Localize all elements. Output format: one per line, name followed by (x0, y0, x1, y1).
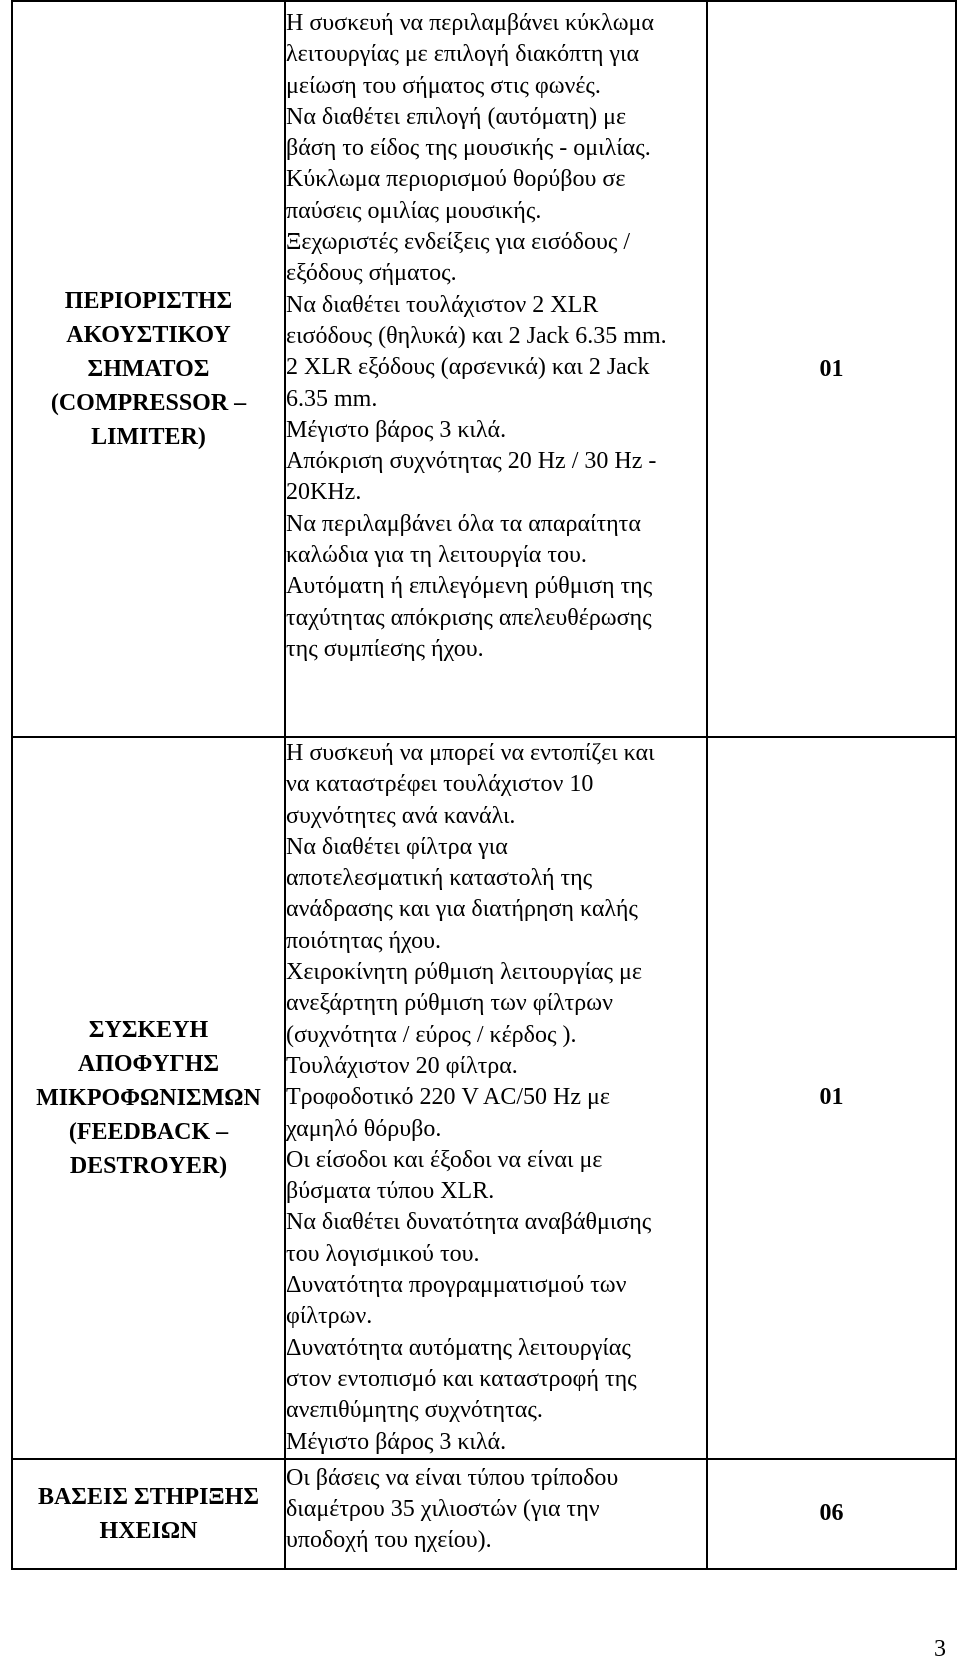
item-quantity-cell: 01 (707, 1, 956, 737)
table-row (12, 1, 956, 737)
table-row (12, 737, 956, 1459)
item-description-cell: Η συσκευή να μπορεί να εντοπίζει και να καταστρέφει τουλάχιστον 10 συχνότητες ανά κανάλι. Να διαθέτει φίλτρα για αποτελεσματική καταστολή της ανάδρασης και για διατήρηση καλής ποιότητας ήχου. Χειροκίνητη ρύθμιση λειτουργίας με ανεξάρτητη ρύθμιση των φίλτρων (συχνότητα / εύρος / κέρδος ). Τουλάχιστον 20 φίλτρα. Τροφοδοτικό 220 V AC/50 Hz με χαμηλό θόρυβο. Οι είσοδοι και έξοδοι να είναι με βύσματα τύπου XLR. Να διαθέτει δυνατότητα αναβάθμισης του λογισμικού του. Δυνατότητα προγραμματισμού των φίλτρων. Δυνατότητα αυτόματης λειτουργίας στον εντοπισμό και καταστροφή της ανεπιθύμητης συχνότητας. Μέγιστο βάρος 3 κιλά. (285, 737, 707, 1459)
page-number: 3 (934, 1636, 946, 1662)
specification-table (11, 0, 957, 1570)
item-quantity-cell: 06 (707, 1459, 956, 1569)
item-name-cell: ΣΥΣΚΕΥΗ ΑΠΟΦΥΓΗΣ ΜΙΚΡΟΦΩΝΙΣΜΩΝ (FEEDBACK – DESTROYER) (12, 737, 285, 1459)
table-row (12, 1459, 956, 1569)
item-description-cell: Οι βάσεις να είναι τύπου τρίποδου διαμέτρου 35 χιλιοστών (για την υποδοχή του ηχείου). (285, 1459, 707, 1569)
item-quantity-cell: 01 (707, 737, 956, 1459)
item-name-cell: ΠΕΡΙΟΡΙΣΤΗΣ ΑΚΟΥΣΤΙΚΟΥ ΣΗΜΑΤΟΣ (COMPRESSOR – LIMITER) (12, 1, 285, 737)
item-description-cell: Η συσκευή να περιλαμβάνει κύκλωμα λειτουργίας με επιλογή διακόπτη για μείωση του σήματος στις φωνές. Να διαθέτει επιλογή (αυτόματη) με βάση το είδος της μουσικής - ομιλίας. Κύκλωμα περιορισμού θορύβου σε παύσεις ομιλίας μουσικής. Ξεχωριστές ενδείξεις για εισόδους / εξόδους σήματος. Να διαθέτει τουλάχιστον 2 XLR εισόδους (θηλυκά) και 2 Jack 6.35 mm. 2 XLR εξόδους (αρσενικά) και 2 Jack 6.35 mm. Μέγιστο βάρος 3 κιλά. Απόκριση συχνότητας 20 Hz / 30 Hz - 20KHz. Να περιλαμβάνει όλα τα απαραίτητα καλώδια για τη λειτουργία του. Αυτόματη ή επιλεγόμενη ρύθμιση της ταχύτητας απόκρισης απελευθέρωσης της συμπίεσης ήχου. (285, 1, 707, 737)
item-name-cell: ΒΑΣΕΙΣ ΣΤΗΡΙΞΗΣ ΗΧΕΙΩΝ (12, 1459, 285, 1569)
